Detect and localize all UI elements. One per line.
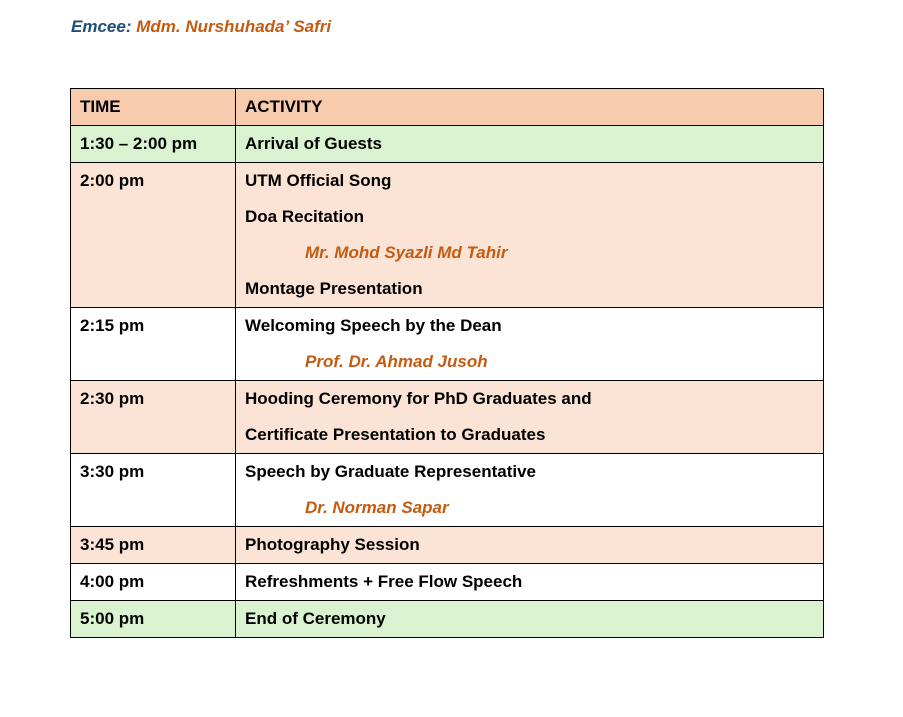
table-row bbox=[71, 527, 824, 564]
row-time: 3:30 pm bbox=[71, 454, 236, 527]
row-activity bbox=[236, 564, 824, 601]
agenda-table bbox=[70, 88, 824, 638]
activity-line: Montage Presentation bbox=[245, 279, 423, 298]
row-time: 4:00 pm bbox=[71, 564, 236, 601]
header-time: TIME bbox=[71, 89, 236, 126]
activity-line: UTM Official Song bbox=[245, 171, 392, 190]
agenda-body bbox=[71, 126, 824, 638]
activity-line: Refreshments + Free Flow Speech bbox=[245, 572, 523, 591]
row-activity bbox=[236, 527, 824, 564]
table-row bbox=[71, 308, 824, 381]
row-activity bbox=[236, 454, 824, 527]
row-time: 2:30 pm bbox=[71, 381, 236, 454]
row-time: 2:15 pm bbox=[71, 308, 236, 381]
emcee-name: Mdm. Nurshuhada’ Safri bbox=[136, 17, 332, 36]
activity-line: Doa Recitation bbox=[245, 207, 365, 226]
row-time: 3:45 pm bbox=[71, 527, 236, 564]
table-row bbox=[71, 601, 824, 638]
table-header-row bbox=[71, 89, 824, 126]
row-time: 1:30 – 2:00 pm bbox=[71, 126, 236, 163]
activity-line: Certificate Presentation to Graduates bbox=[245, 425, 546, 444]
person-name: Mr. Mohd Syazli Md Tahir bbox=[305, 243, 508, 262]
emcee-label: Emcee: bbox=[71, 17, 132, 36]
activity-line: End of Ceremony bbox=[245, 609, 386, 628]
table-row bbox=[71, 454, 824, 527]
person-name: Prof. Dr. Ahmad Jusoh bbox=[305, 352, 488, 371]
row-activity bbox=[236, 308, 824, 381]
emcee-line bbox=[71, 17, 331, 37]
table-row bbox=[71, 564, 824, 601]
header-activity: ACTIVITY bbox=[236, 89, 824, 126]
table-row bbox=[71, 163, 824, 308]
person-name: Dr. Norman Sapar bbox=[305, 498, 449, 517]
row-activity bbox=[236, 601, 824, 638]
activity-line: Welcoming Speech by the Dean bbox=[245, 316, 502, 335]
row-time: 2:00 pm bbox=[71, 163, 236, 308]
row-activity bbox=[236, 126, 824, 163]
activity-line: Hooding Ceremony for PhD Graduates and bbox=[245, 389, 592, 408]
activity-line: Photography Session bbox=[245, 535, 420, 554]
table-row bbox=[71, 381, 824, 454]
row-activity bbox=[236, 381, 824, 454]
activity-line: Speech by Graduate Representative bbox=[245, 462, 537, 481]
activity-line: Arrival of Guests bbox=[245, 134, 382, 153]
table-row bbox=[71, 126, 824, 163]
row-activity bbox=[236, 163, 824, 308]
row-time: 5:00 pm bbox=[71, 601, 236, 638]
